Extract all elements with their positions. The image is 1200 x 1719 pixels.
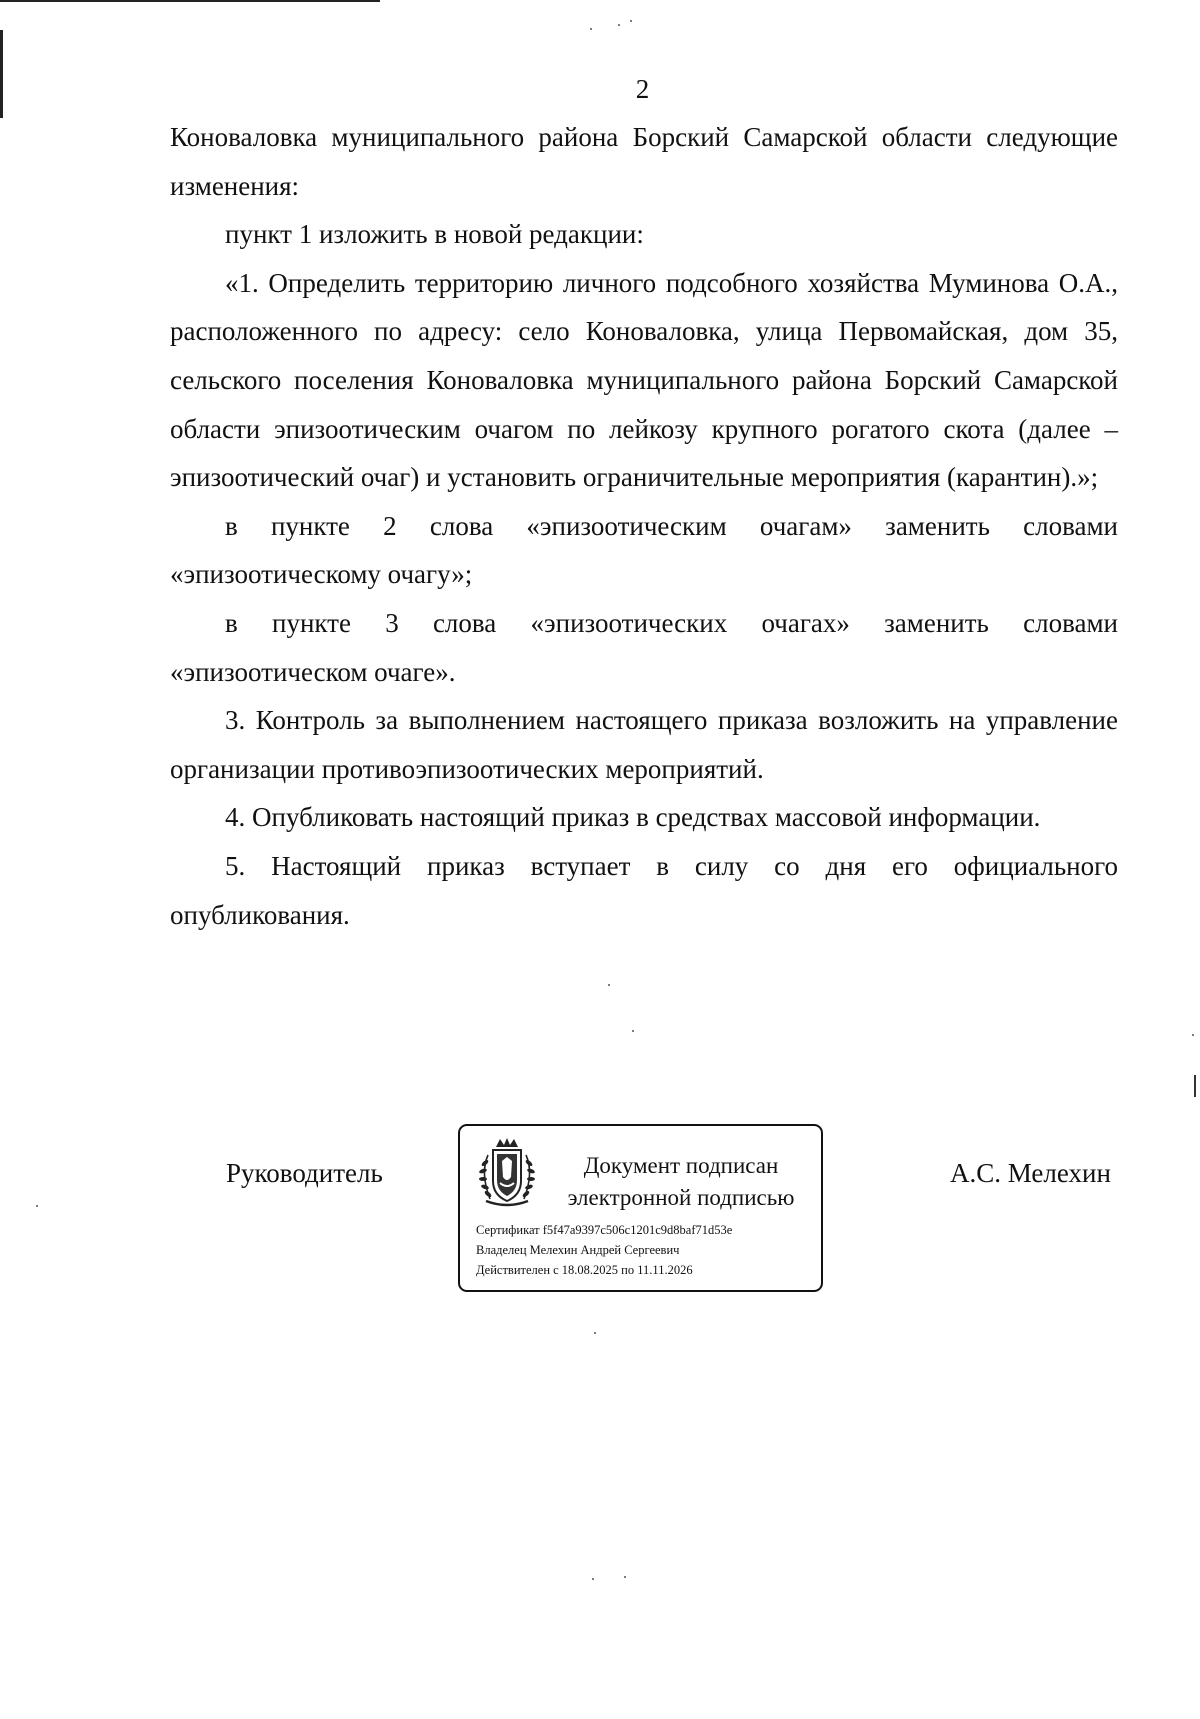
stamp-details <box>476 1220 816 1280</box>
paragraph: «1. Определить территорию личного подсобного хозяйства Муминова О.А., расположенного по адресу: село Коноваловка, улица Первомайская, дом 35, сельского поселения Коноваловка муниципального района Борский Самарской области эпизоотическим очагом по лейкозу крупного рогатого скота (далее – эпизоотический очаг) и установить ограничительные мероприятия (карантин).»; <box>170 267 1118 493</box>
page-number: 2 <box>635 74 650 104</box>
stamp-title <box>550 1150 812 1214</box>
scan-speck <box>1192 1034 1194 1036</box>
scan-speck <box>36 1205 38 1207</box>
scan-speck <box>590 28 592 30</box>
certificate-owner: Владелец Мелехин Андрей Сергеевич <box>476 1243 680 1257</box>
scan-artifact-right-mark <box>1194 1075 1196 1097</box>
scan-speck <box>594 1332 596 1334</box>
scan-speck <box>592 1578 594 1580</box>
stamp-title-line: электронной подписью <box>567 1185 795 1210</box>
paragraph: в пункте 2 слова «эпизоотическим очагам» заменить словами «эпизоотическому очагу»; <box>170 510 1118 590</box>
scan-speck <box>630 20 632 22</box>
scan-speck <box>618 24 620 26</box>
e-signature-stamp <box>458 1124 823 1292</box>
signatory-role: Руководитель <box>226 1158 383 1188</box>
scan-speck <box>624 1576 626 1578</box>
certificate-validity: Действителен с 18.08.2025 по 11.11.2026 <box>476 1263 693 1277</box>
coat-of-arms-icon <box>476 1137 538 1209</box>
scan-artifact-line <box>0 0 380 2</box>
signatory-name: А.С. Мелехин <box>950 1158 1111 1188</box>
scan-speck <box>608 984 610 986</box>
paragraph: 3. Контроль за выполнением настоящего приказа возложить на управление организации противоэпизоотических мероприятий. <box>170 705 1118 784</box>
scan-speck <box>632 1030 634 1032</box>
certificate-number: Сертификат f5f47a9397c506c1201c9d8baf71d53e <box>476 1223 733 1237</box>
paragraph: 5. Настоящий приказ вступает в силу со дня его официального опубликования. <box>170 850 1118 930</box>
paragraph: Коноваловка муниципального района Борский Самарской области следующие изменения: <box>170 122 1118 201</box>
paragraph: 4. Опубликовать настоящий приказ в средствах массовой информации. <box>225 802 1041 833</box>
stamp-title-line: Документ подписан <box>583 1153 779 1178</box>
paragraph: в пункте 3 слова «эпизоотических очагах» заменить словами «эпизоотическом очаге». <box>170 607 1118 687</box>
paragraph: пункт 1 изложить в новой редакции: <box>225 219 644 250</box>
document-body <box>170 113 1118 939</box>
